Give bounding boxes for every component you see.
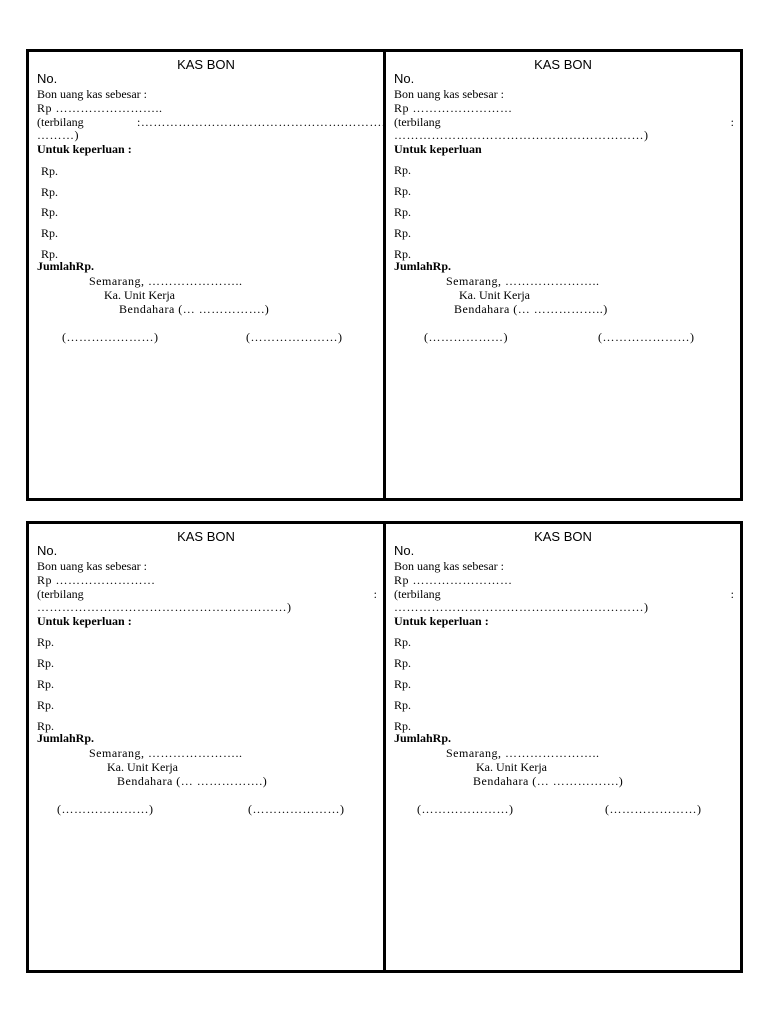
terbilang-label: (terbilang [37, 587, 84, 601]
unit-head-label: Ka. Unit Kerja [104, 288, 175, 302]
amount-label: Bon uang kas sebesar : [394, 559, 504, 573]
card-title: KAS BON [177, 529, 235, 544]
rp-item-3: Rp. [41, 205, 59, 219]
rp-item-3: Rp. [394, 205, 412, 219]
kas-bon-card-4 [383, 524, 740, 970]
treasurer-line: Bendahara (… …………….) [119, 302, 270, 316]
kas-bon-card-3 [29, 524, 383, 970]
total-label: JumlahRp. [394, 731, 452, 745]
purpose-label: Untuk keperluan : [37, 614, 132, 628]
terbilang-label: (terbilang [37, 115, 84, 129]
number-label: No. [37, 543, 58, 558]
kas-bon-card-1 [29, 52, 386, 498]
rp-item-1: Rp. [41, 164, 59, 178]
signature-right: (…………………) [248, 802, 345, 816]
amount-rp-line: Rp …………………… [394, 573, 513, 587]
signature-right: (…………………) [598, 330, 695, 344]
terbilang-continuation: ………) [37, 128, 79, 142]
purpose-label: Untuk keperluan [394, 142, 482, 156]
rp-item-2: Rp. [394, 656, 412, 670]
terbilang-colon: : [730, 587, 734, 601]
card-title: KAS BON [534, 57, 592, 72]
treasurer-line: Bendahara (… ……………..) [454, 302, 608, 316]
rp-item-5: Rp. [394, 719, 412, 733]
rp-item-3: Rp. [37, 677, 55, 691]
unit-head-label: Ka. Unit Kerja [107, 760, 178, 774]
rp-item-2: Rp. [394, 184, 412, 198]
total-label: JumlahRp. [394, 259, 452, 273]
card-title: KAS BON [177, 57, 235, 72]
rp-item-5: Rp. [394, 247, 412, 261]
card-title: KAS BON [534, 529, 592, 544]
signature-left: (…………………) [62, 330, 159, 344]
purpose-label: Untuk keperluan : [37, 142, 132, 156]
amount-label: Bon uang kas sebesar : [394, 87, 504, 101]
terbilang-continuation: ……………………………………………………) [394, 128, 649, 142]
place-date-line: Semarang, ………………….. [89, 746, 243, 760]
number-label: No. [394, 543, 415, 558]
rp-item-2: Rp. [37, 656, 55, 670]
place-date-line: Semarang, ………………….. [446, 274, 600, 288]
kas-bon-card-2 [383, 52, 740, 498]
terbilang-label: (terbilang [394, 115, 441, 129]
terbilang-continuation: ……………………………………………………) [37, 600, 292, 614]
rp-item-5: Rp. [37, 719, 55, 733]
signature-right: (…………………) [605, 802, 702, 816]
unit-head-label: Ka. Unit Kerja [476, 760, 547, 774]
amount-label: Bon uang kas sebesar : [37, 87, 147, 101]
treasurer-line: Bendahara (… …………….) [117, 774, 268, 788]
rp-item-2: Rp. [41, 185, 59, 199]
number-label: No. [394, 71, 415, 86]
rp-item-4: Rp. [394, 698, 412, 712]
signature-left: (…………………) [417, 802, 514, 816]
rp-item-4: Rp. [37, 698, 55, 712]
terbilang-colon: : [373, 587, 377, 601]
place-date-line: Semarang, ………………….. [446, 746, 600, 760]
kas-bon-sheet-bottom [26, 521, 743, 973]
terbilang-colon: : [730, 115, 734, 129]
signature-right: (…………………) [246, 330, 343, 344]
amount-rp-line: Rp …………………… [394, 101, 513, 115]
treasurer-line: Bendahara (… …………….) [473, 774, 624, 788]
terbilang-line: :………………………………………….………. [137, 115, 386, 129]
rp-item-4: Rp. [394, 226, 412, 240]
rp-item-3: Rp. [394, 677, 412, 691]
signature-left: (………………) [424, 330, 508, 344]
total-label: JumlahRp. [37, 731, 95, 745]
place-date-line: Semarang, ………………….. [89, 274, 243, 288]
amount-rp-line: Rp …………………….. [37, 101, 163, 115]
total-label: JumlahRp. [37, 259, 95, 273]
unit-head-label: Ka. Unit Kerja [459, 288, 530, 302]
terbilang-label: (terbilang [394, 587, 441, 601]
purpose-label: Untuk keperluan : [394, 614, 489, 628]
rp-item-1: Rp. [394, 635, 412, 649]
amount-label: Bon uang kas sebesar : [37, 559, 147, 573]
rp-item-4: Rp. [41, 226, 59, 240]
rp-item-1: Rp. [394, 163, 412, 177]
terbilang-continuation: ……………………………………………………) [394, 600, 649, 614]
signature-left: (…………………) [57, 802, 154, 816]
number-label: No. [37, 71, 58, 86]
kas-bon-sheet-top [26, 49, 743, 501]
rp-item-5: Rp. [41, 247, 59, 261]
amount-rp-line: Rp …………………… [37, 573, 156, 587]
rp-item-1: Rp. [37, 635, 55, 649]
